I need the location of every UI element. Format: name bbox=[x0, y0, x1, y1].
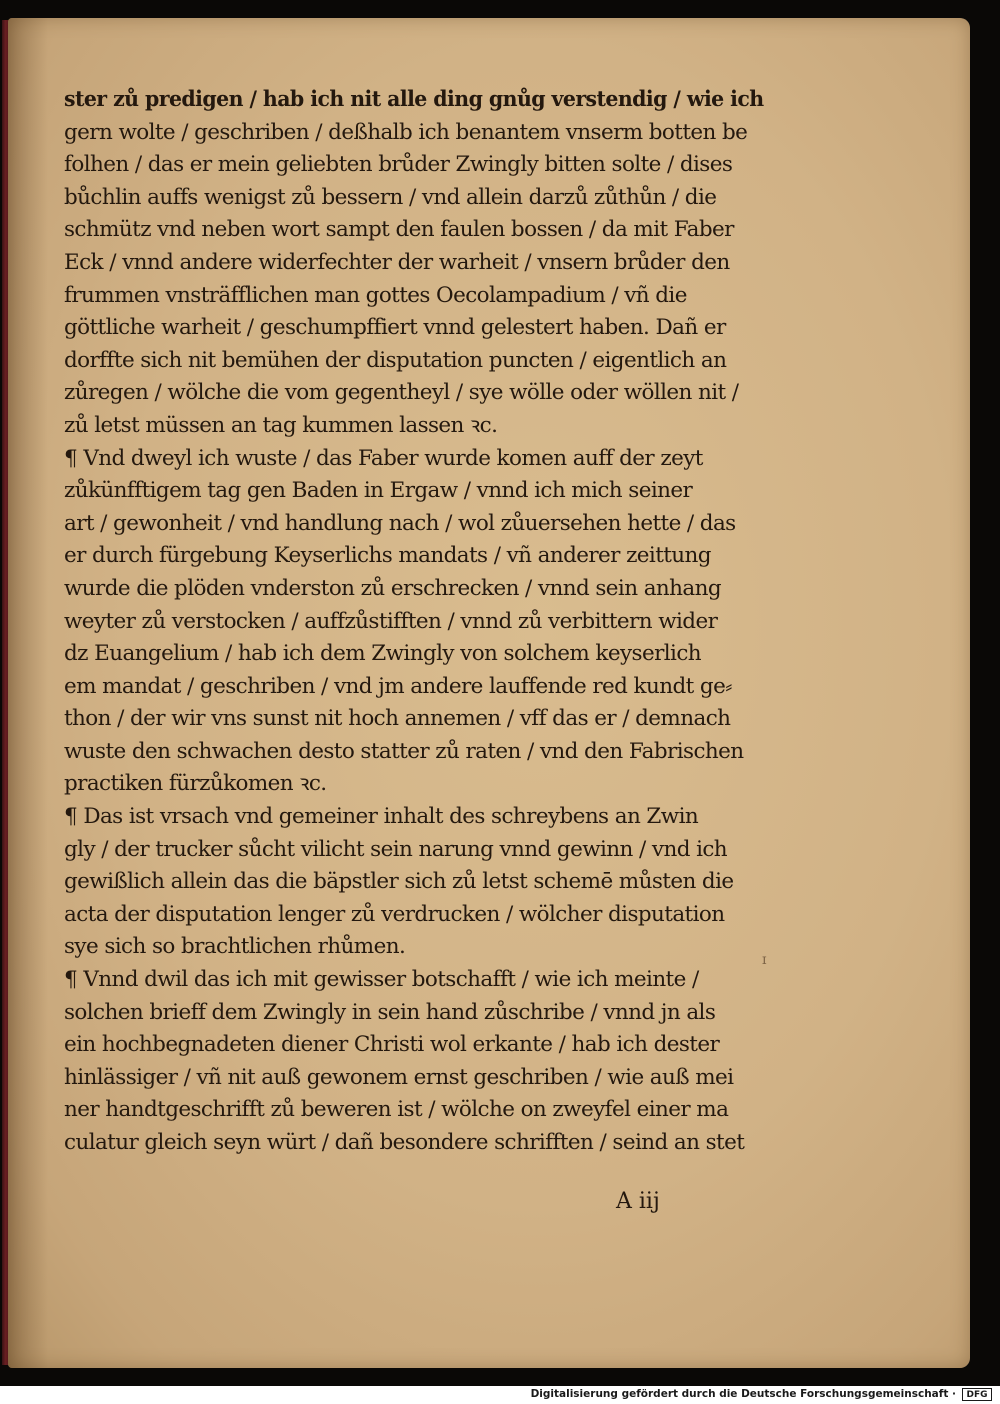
text-line: ein hochbegnadeten diener Christi wol erkante / hab ich dester bbox=[64, 1032, 720, 1058]
page-gutter-shadow bbox=[8, 18, 48, 1368]
text-line: sye sich so brachtlichen rhůmen. bbox=[64, 934, 406, 960]
text-line: wurde die plöden vnderston zů erschrecken / vnnd sein anhang bbox=[64, 575, 722, 601]
text-line: dorffte sich nit bemühen der disputation puncten / eigentlich an bbox=[64, 347, 727, 373]
text-line: acta der disputation lenger zů verdrucken / wölcher disputation bbox=[64, 901, 725, 927]
text-line: art / gewonheit / vnd handlung nach / wol zůuersehen hette / das bbox=[64, 510, 736, 536]
text-line: zůregen / wölche die vom gegentheyl / sye wölle oder wöllen nit / bbox=[64, 380, 739, 406]
text-line: zů letst müssen an tag kummen lassen ꝛc. bbox=[64, 412, 498, 438]
text-line: Eck / vnnd andere widerfechter der warheit / vnsern brůder den bbox=[64, 249, 730, 275]
text-line: ner handtgeschrifft zů beweren ist / wölche on zweyfel einer ma bbox=[64, 1097, 729, 1123]
digitization-credit: Digitalisierung gefördert durch die Deutsche Forschungsgemeinschaft · bbox=[530, 1388, 956, 1400]
text-line: gewißlich allein das die bäpstler sich zů letst schemē můsten die bbox=[64, 869, 734, 895]
text-line: hinlässiger / vñ nit auß gewonem ernst geschriben / wie auß mei bbox=[64, 1064, 734, 1090]
text-line: zůkünfftigem tag gen Baden in Ergaw / vnnd ich mich seiner bbox=[64, 478, 693, 504]
text-line: göttliche warheit / geschumpffiert vnnd gelestert haben. Dañ er bbox=[64, 315, 726, 341]
text-line: folhen / das er mein geliebten brůder Zwingly bitten solte / dises bbox=[64, 152, 733, 178]
text-line: dz Euangelium / hab ich dem Zwingly von solchem keyserlich bbox=[64, 641, 702, 667]
text-line: practiken fürzůkomen ꝛc. bbox=[64, 771, 327, 797]
paragraph-start-line: ¶ Das ist vrsach vnd gemeiner inhalt des schreybens an Zwin bbox=[64, 804, 699, 830]
margin-mark: ɪ bbox=[762, 952, 767, 968]
text-line: ster zů predigen / hab ich nit alle ding gnůg verstendig / wie ich bbox=[64, 87, 764, 112]
text-line: er durch fürgebung Keyserlichs mandats / vñ anderer zeittung bbox=[64, 543, 711, 569]
text-line: bůchlin auffs wenigst zů bessern / vnd allein darzů zůthůn / die bbox=[64, 184, 717, 210]
text-line: weyter zů verstocken / auffzůstifften / vnnd zů verbittern wider bbox=[64, 608, 718, 634]
page-text-block bbox=[64, 84, 767, 1160]
text-line: thon / der wir vns sunst nit hoch annemen / vff das er / demnach bbox=[64, 706, 731, 732]
text-line: schmütz vnd neben wort sampt den faulen bossen / da mit Faber bbox=[64, 217, 734, 243]
text-line: culatur gleich seyn würt / dañ besondere schrifften / seind an stet bbox=[64, 1130, 745, 1155]
text-line: gly / der trucker sůcht vilicht sein narung vnnd gewinn / vnd ich bbox=[64, 836, 728, 862]
text-line: gern wolte / geschriben / deßhalb ich benantem vnserm botten be bbox=[64, 119, 748, 145]
dfg-logo-icon: DFG bbox=[962, 1388, 992, 1401]
text-line: wuste den schwachen desto statter zů raten / vnd den Fabrischen bbox=[64, 738, 744, 764]
signature-mark: A iij bbox=[616, 1189, 660, 1214]
text-line: frummen vnsträfflichen man gottes Oecolampadium / vñ die bbox=[64, 282, 687, 308]
text-line: em mandat / geschriben / vnd jm andere lauffende red kundt ge⸗ bbox=[64, 673, 732, 699]
text-line: solchen brieff dem Zwingly in sein hand zůschribe / vnnd jn als bbox=[64, 999, 716, 1025]
paragraph-start-line: ¶ Vnnd dwil das ich mit gewisser botschafft / wie ich meinte / bbox=[64, 967, 699, 993]
paragraph-start-line: ¶ Vnd dweyl ich wuste / das Faber wurde komen auff der zeyt bbox=[64, 445, 703, 471]
